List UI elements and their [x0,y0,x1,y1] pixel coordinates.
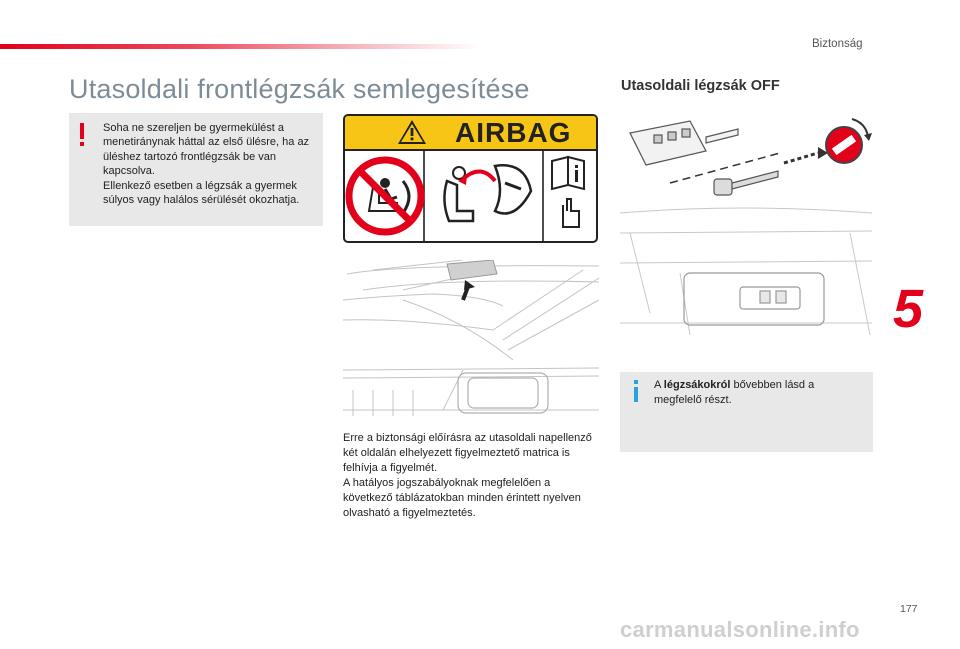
key-icon [714,171,778,195]
warning-triangle-icon [397,119,427,145]
info-link-term[interactable]: légzsákokról [663,379,731,391]
description-line-1: Erre a biztonsági előírásra az utasoldali napellenző két oldalán elhelyezett figyelmeztető matrica is felhívja a figyelmét. [343,432,592,474]
info-text [654,378,864,408]
info-prefix: A [654,379,664,391]
key-fob-icon [630,121,738,165]
page-title: Utasoldali frontlégzsák semlegesítése [69,74,530,104]
warning-sticker [447,260,497,280]
seat-airbag-icon [444,165,531,221]
sun-visor-illustration [343,260,599,420]
header-accent-bar [0,44,480,49]
info-icon [631,380,641,402]
watermark: carmanualsonline.info [620,617,860,642]
airbag-warning-label [343,114,598,243]
warning-line-1: Soha ne szereljen be gyermekülést a menetiránynak háttal az első ülésre, ha az üléshez tartozó frontlégzsák be van kapcsolva. [103,122,310,178]
section-subtitle: Utasoldali légzsák OFF [621,78,780,94]
exclamation-icon [79,123,85,147]
airbag-switch-illustration [620,113,872,335]
no-child-seat-icon [349,160,421,232]
airbag-switch-icon [826,119,872,163]
page-number: 177 [900,603,918,615]
warning-line-2: Ellenkező esetben a légzsák a gyermek súlyos vagy halálos sérülését okozhatja. [103,179,300,207]
airbag-label-heading: AIRBAG [455,117,572,148]
airbag-label-pictograms [345,151,596,241]
warning-box [69,113,323,226]
chapter-title: Biztonság [812,38,863,50]
info-suffix: bővebben lásd a megfelelő részt. [654,379,815,406]
info-box [620,372,873,452]
airbag-label-header [345,116,596,151]
section-number: 5 [893,279,924,339]
description-line-2: A hatályos jogszabályoknak megfelelően a következő táblázatokban minden érintett nyelven olvasható a figyelmeztetés. [343,477,581,519]
read-manual-icon [552,157,584,227]
description-text [343,431,593,521]
warning-text [103,121,315,207]
